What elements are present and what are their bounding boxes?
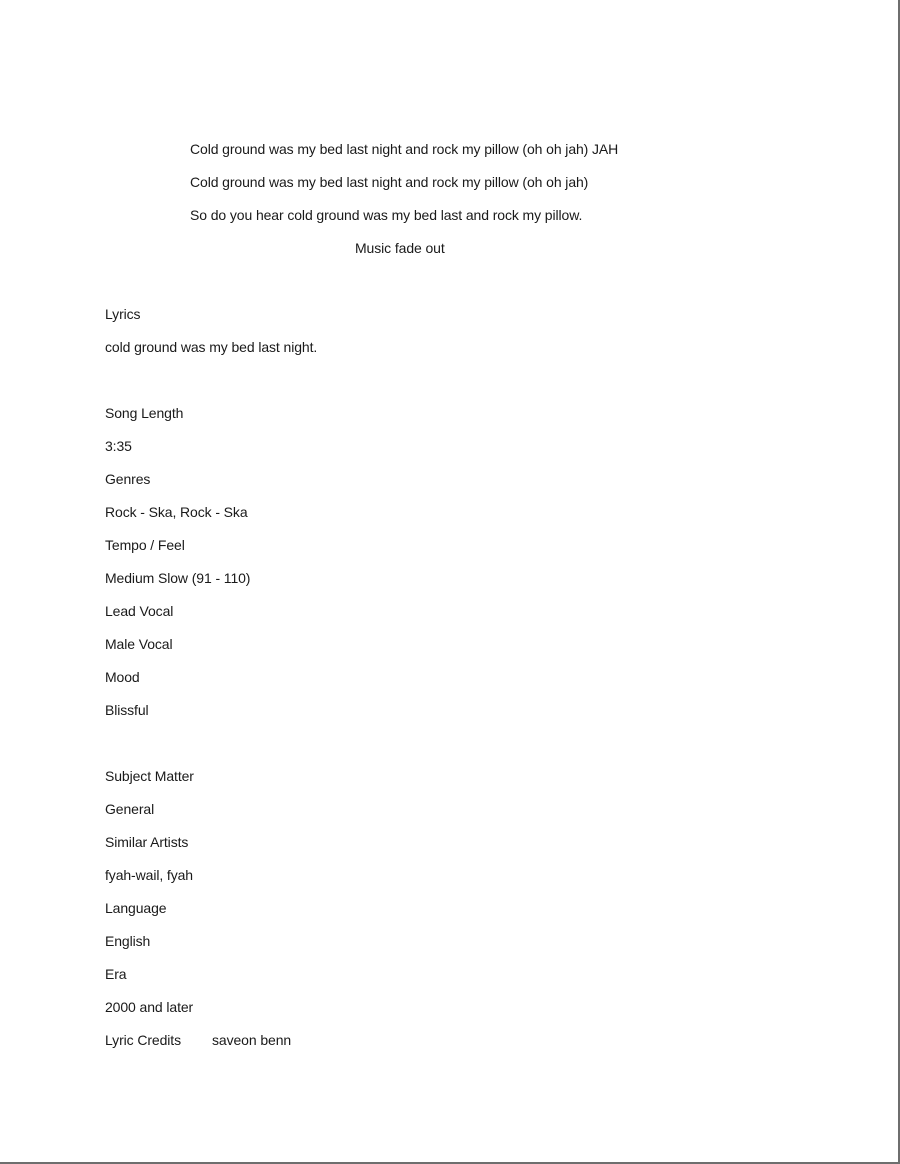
lyric-credits-label: Lyric Credits	[105, 1032, 181, 1048]
tempo-value: Medium Slow (91 - 110)	[105, 570, 251, 586]
language-label: Language	[105, 900, 167, 916]
similar-artists-label: Similar Artists	[105, 834, 189, 850]
outro-line: Music fade out	[355, 240, 445, 256]
lyrics-label: Lyrics	[105, 306, 141, 322]
era-value: 2000 and later	[105, 999, 194, 1015]
verse-line-1: Cold ground was my bed last night and rock my pillow (oh oh jah) JAH	[190, 141, 619, 157]
lead-vocal-label: Lead Vocal	[105, 603, 174, 619]
lyrics-value: cold ground was my bed last night.	[105, 339, 318, 355]
song-length-value: 3:35	[105, 438, 132, 454]
verse-line-2: Cold ground was my bed last night and rock my pillow (oh oh jah)	[190, 174, 589, 190]
tempo-label: Tempo / Feel	[105, 537, 185, 553]
subject-matter-label: Subject Matter	[105, 768, 194, 784]
subject-matter-value: General	[105, 801, 155, 817]
lead-vocal-value: Male Vocal	[105, 636, 173, 652]
genres-label: Genres	[105, 471, 151, 487]
genres-value: Rock - Ska, Rock - Ska	[105, 504, 248, 520]
verse-line-3: So do you hear cold ground was my bed last and rock my pillow.	[190, 207, 583, 223]
era-label: Era	[105, 966, 127, 982]
language-value: English	[105, 933, 151, 949]
lyric-credits-value: saveon benn	[212, 1032, 292, 1048]
mood-label: Mood	[105, 669, 140, 685]
mood-value: Blissful	[105, 702, 149, 718]
similar-artists-value: fyah-wail, fyah	[105, 867, 193, 883]
song-length-label: Song Length	[105, 405, 184, 421]
